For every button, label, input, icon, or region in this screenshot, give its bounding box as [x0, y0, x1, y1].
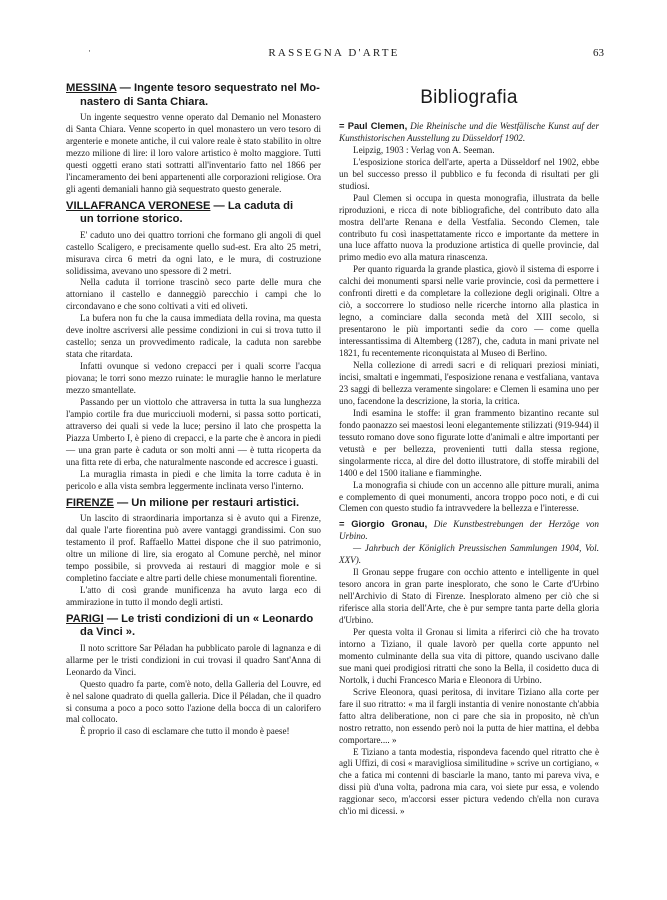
paragraph: Per quanto riguarda la grande plastica, giovò il sistema di esporre i calchi dei monumenti sparsi nelle varie provincie, così da permettere i confronti diretti e da completare la collezione degli originali. Oltre a ciò, a soccorrere lo studioso nelle ricerche intorno alla plastica in legno, a cominciare dalla seconda metà del XIII secolo, si presentarono le più importanti sedie da coro — come quella interessantissima di Altemberg (1287), che, caduta in mani private nel 1821, fu recentemente riconquistata al Museo di Berlino.	[339, 264, 599, 359]
right-column	[339, 78, 599, 818]
paragraph: È proprio il caso di esclamare che tutto il mondo è paese!	[80, 726, 290, 737]
paragraph: Il Gronau seppe frugare con occhio attento e intelligente in quel tesoro ancora in gran parte inesplorato, che sono le Carte d'Urbino nell'Archivio di Stato di Firenze. Inesplorato almeno per ciò che si riferisce alla storia dell'Arte, che è pur sempre tanta parte della gloria d'Urbino.	[339, 567, 599, 626]
header-dot: ·	[88, 46, 91, 56]
running-title: RASSEGNA D'ARTE	[268, 47, 400, 59]
section-heading-parigi: PARIGI — Le tristi condizioni di un « Leonardo da Vinci ».	[66, 612, 314, 639]
paragraph: L'atto di così grande munificenza ha avuto larga eco di ammirazione in tutto il mondo degli artisti.	[66, 584, 321, 607]
bib-imprint: Leipzig, 1903 : Verlag von A. Seeman.	[353, 144, 495, 155]
paragraph: Nella caduta il torrione trascinò seco parte delle mura che attorniano il castello e danneggiò parecchio i campi che lo circondavano e che sono coltivati a viti ed oliveti.	[66, 277, 321, 312]
paragraph: Nella collezione di arredi sacri e di reliquari preziosi miniati, incisi, smaltati e ingemmati, l'esposizione renana e vestfaliana, vantava 23 saggi di bellezza veramente singolare: e Clemen li esamina uno per uno, facendone la descrizione, la storia, la critica.	[339, 360, 599, 406]
bib-entry-clemen: = Paul Clemen, Die Rheinische und die Westfälische Kunst auf der Kunsthistorischen Ausstellung zu Düsseldorf 1902.	[339, 119, 600, 143]
paragraph: Passando per un viottolo che attraversa in tutta la sua lunghezza l'ampio cortile fra due muricciuoli moderni, si passa sotto porticati, attraverso dei quali si vede la luce; persino il lato che prospetta la Piazza Umberto I, è pieno di crepacci, e la parte che è ancora in piedi — una gran parte è caduta or son molti anni — è tutta ricoperta da una fitta rete di erba, che naturalmente nasconde ed accresce i guasti.	[66, 397, 321, 467]
paragraph: E' caduto uno dei quattro torrioni che formano gli angoli di quel castello Scaligero, e precisamente quello sud-est. Era alto 25 metri, misurava circa 6 metri da ogni lato, e le mura, di costruzione solidissima, avevano uno spessore di 2 metri.	[66, 229, 321, 276]
section-heading-firenze: FIRENZE — Un milione per restauri artistici.	[66, 496, 300, 509]
paragraph: Per questa volta il Gronau si limita a riferirci ciò che ha trovato intorno a Tiziano, il quale lavorò per quella corte appunto nel momento culminante della sua vita di pittore, quando uscivano dalle sue mani quei prodigiosi ritratti che sono la Bella, il cosidetto duca di Nortolk, i duchi Francesco Maria e Eleonora di Urbino.	[339, 626, 599, 685]
paragraph: La muraglia rimasta in piedi e che limita la torre caduta è in pericolo e alla vista sembra leggermente inclinata verso l'interno.	[66, 468, 321, 491]
paragraph: Il noto scrittore Sar Péladan ha pubblicato parole di lagnanza e di allarme per le tristi condizioni in cui trovasi il quadro Sant'Anna di Leonardo da Vinci.	[66, 642, 321, 677]
paragraph: L'esposizione storica dell'arte, aperta a Düsseldorf nel 1902, ebbe un bel successo presso il pubblico e fu feconda di risultati per gli studiosi.	[339, 156, 599, 191]
paragraph: La monografia si chiude con un accenno alle pitture murali, anima e complemento di quei monumenti, ancora troppo poco noti, e di cui Clemen con questo studio fa intravvedere la bellezza e l'interesse.	[339, 479, 599, 514]
paragraph: La bufera non fu che la causa immediata della rovina, ma questa deve inoltre ascriversi alle pessime condizioni in cui si trova tutto il castello; senza un provvedimento radicale, la caduta non sarebbe stata che ritardata.	[66, 313, 321, 360]
paragraph: Paul Clemen si occupa in questa monografia, illustrata da belle riproduzioni, e ricca di note bibliografiche, del contributo dato alla mostra dell'arte Renana e della Vestfalia. Secondo Clemen, tale contributo fu così inaspettatamente ricco e importante da mettere in una luce affatto nuova la produzione artistica di quelle provincie, dal primo medio evo alla matura rinascenza.	[339, 192, 599, 263]
paragraph: Un ingente sequestro venne operato dal Demanio nel Monastero di Santa Chiara. Venne scoperto in quel monastero un vero tesoro di argenterie e monete antiche, il cui valore reale è stato stabilito in oltre mezzo milione di lire: il loro valore artistico è molto maggiore. Tutti questi oggetti erano stati sottratti all'inventario fatto nel 1866 per l'incameramento dei beni appartenenti alle corporazioni religiose. Ora gli agenti demaniali hanno già sequestrato questo generale.	[66, 112, 322, 194]
paragraph: Infatti ovunque si vedono crepacci per i quali scorre l'acqua piovana; le torri sono mezzo ruinate: le muraglie hanno le merlature mezzo smantellate.	[66, 361, 321, 396]
paragraph: Scrive Eleonora, quasi peritosa, di invitare Tiziano alla corte per fare il suo ritratto: « ma il fargli instantia di venire nonostante ch'abbia fatto altra deliberatione, non ci pare che sia in proposito, nè ch'un nostro retratto, non essendo però noi la putta de hier mattina, el debba comportare.... »	[339, 686, 599, 745]
section-heading-villafranca: VILLAFRANCA VERONESE — La caduta di un torrione storico.	[66, 199, 294, 226]
left-column	[66, 78, 321, 738]
paragraph: E Tiziano a tanta modestia, rispondeva facendo quel ritratto che è agli Uffizi, di cosi « maravigliosa similitudine » scrive un cortigiano, « che a fatica mi contenni di basciarle la mano, tanto mi pareva viva, e dissi più d'una volta, padrona mia cara, voi siete pur essa, e volendo raggionar seco, m'accorsi esser pictura vedendo ch'ella non curava ch'io mi dicessi. »	[339, 746, 599, 817]
page-number: 63	[593, 47, 604, 59]
paragraph: Questo quadro fa parte, com'è noto, della Galleria del Louvre, ed è nel salone quadrato di quella galleria. Dice il Péladan, che il quadro si consuma a poco a poco sotto l'azione della bocca di un calorifero mal collocato.	[66, 678, 321, 725]
page-header	[64, 44, 604, 64]
paragraph: Un lascito di straordinaria importanza si è avuto qui a Firenze, dal quale l'arte fiorentina può avere vantaggi grandissimi. Con suo testamento il prof. Raffaello Mattei dispone che il suo patrimonio, oltre un milione di lire, sia erogato al Comune perchè, nel minor tempo possibile, si provveda ai restauri di maggior mole e si completino facciate e altre parti delle chiese monumentali fiorentine.	[66, 513, 321, 583]
paragraph: Indi esamina le stoffe: il gran frammento bizantino recante sul fondo paonazzo sei maestosi leoni elegantemente stilizzati (919-944) il tessuto romano dove sono figurate lotte d'animali e altre importanti per vetustà e per bellezza, provenienti tutti dalla stessa regione, singolarmente ricca, al dire del dotto illustratore, di stoffe mirabili del 1400 e del 1500 italiane e fiamminghe.	[339, 407, 599, 478]
section-heading-messina: MESSINA — Ingente tesoro sequestrato nel Mo- nastero di Santa Chiara.	[66, 82, 320, 108]
bib-subtitle: — Jahrbuch der Königlich Preussischen Sammlungen 1904, Vol. XXV).	[339, 543, 599, 566]
bib-entry-gronau: = Giorgio Gronau, Die Kunstbestrebungen der Herzöge von Urbino.	[339, 518, 599, 542]
bibliography-heading: Bibliografia	[420, 87, 518, 108]
